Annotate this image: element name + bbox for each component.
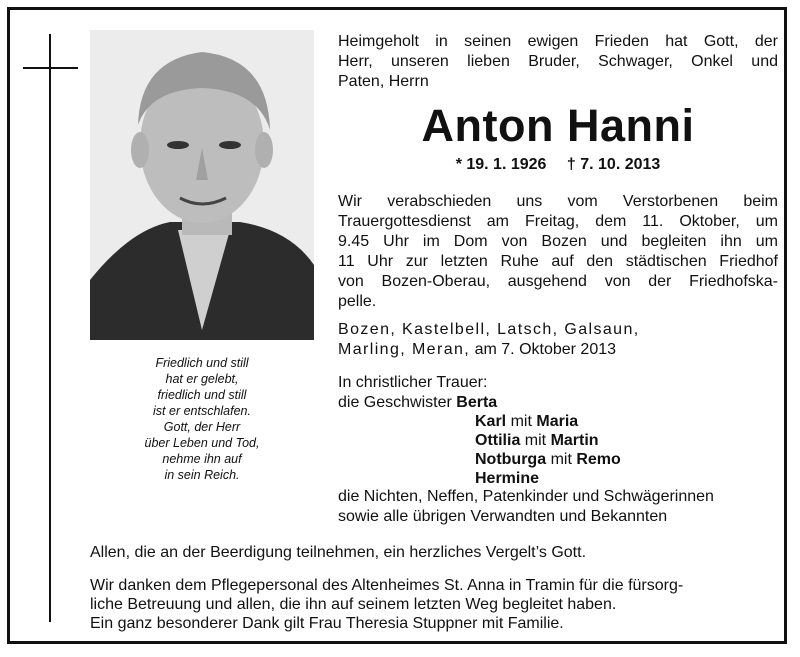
relatives-line: sowie alle übrigen Verwandten und Bekannten [338, 508, 668, 525]
funeral-info [338, 192, 778, 312]
sibling-with: mit [510, 413, 532, 430]
funeral-line: 9.45 Uhr im Dom von Bozen und begleiten ihn um [338, 233, 778, 250]
relatives-line: die Nichten, Neffen, Patenkinder und Schwägerinnen [338, 488, 714, 505]
sibling-name: Karl [475, 413, 507, 430]
sibling-name: Hermine [475, 470, 540, 487]
sibling-row [475, 469, 539, 488]
death-date: † 7. 10. 2013 [566, 156, 661, 173]
sibling-partner: Martin [550, 432, 599, 449]
places-line-2b: am 7. Oktober 2013 [470, 341, 617, 358]
intro-line: Paten, Herrn [338, 73, 429, 90]
funeral-line: Trauergottesdienst am Freitag, dem 11. Oktober, um [338, 213, 778, 230]
funeral-line: pelle. [338, 293, 377, 310]
funeral-line: Wir verabschieden uns vom Verstorbenen beim [338, 193, 778, 210]
portrait-photo [90, 30, 314, 340]
intro-line: Herr, unseren lieben Bruder, Schwager, Onkel und [338, 53, 778, 70]
poem-line: ist er entschlafen. [153, 404, 251, 418]
siblings-prefix: die Geschwister [338, 394, 452, 411]
sibling-row [475, 450, 621, 469]
thanks-line: liche Betreuung und allen, die ihn auf seinem letzten Weg begleitet haben. [90, 596, 617, 613]
poem-line: über Leben und Tod, [144, 436, 260, 450]
intro-line: Heimgeholt in seinen ewigen Frieden hat Gott, der [338, 33, 778, 50]
sibling-partner: Remo [576, 451, 621, 468]
poem [110, 355, 294, 483]
sibling-with: mit [524, 432, 547, 449]
places-line-2 [338, 340, 778, 360]
life-dates [338, 155, 778, 175]
places-line-2a: Marling, Meran, [338, 341, 471, 358]
funeral-line: von Bozen-Oberau, ausgehend von der Friedhofska- [338, 273, 778, 290]
poem-line: Gott, der Herr [163, 420, 241, 434]
deceased-name: Anton Hanni [421, 100, 695, 151]
thanks-block [90, 576, 780, 633]
sibling-row [475, 412, 578, 431]
sibling-partner: Maria [536, 413, 579, 430]
intro-text [338, 32, 778, 92]
sibling-name: Notburga [475, 451, 547, 468]
poem-line: friedlich und still [157, 388, 247, 402]
sibling-with: mit [550, 451, 572, 468]
relatives [338, 487, 778, 527]
sibling-name: Berta [456, 394, 498, 411]
places-date [338, 320, 778, 360]
thanks-line: Ein ganz besonderer Dank gilt Frau Theresia Stuppner mit Familie. [90, 615, 564, 632]
birth-date: * 19. 1. 1926 [455, 156, 547, 173]
sibling-name: Ottilia [475, 432, 521, 449]
cross-icon [49, 34, 51, 622]
poem-line: nehme ihn auf [162, 452, 242, 466]
funeral-line: 11 Uhr zur letzten Ruhe auf den städtischen Friedhof [338, 253, 778, 270]
thanks-line: Wir danken dem Pflegepersonal des Altenheimes St. Anna in Tramin für die fürsorg- [90, 577, 684, 594]
mourners-intro: In christlicher Trauer: [338, 374, 488, 391]
sibling-row [475, 431, 599, 450]
poem-line: Friedlich und still [155, 356, 249, 370]
cross-icon-bar [23, 67, 78, 69]
siblings-prefix-row [338, 393, 497, 412]
places-line: Bozen, Kastelbell, Latsch, Galsaun, [338, 321, 640, 338]
poem-line: hat er gelebt, [165, 372, 239, 386]
poem-line: in sein Reich. [164, 468, 240, 482]
thanks-funeral: Allen, die an der Beerdigung teilnehmen, ein herzliches Vergelt’s Gott. [90, 544, 587, 561]
